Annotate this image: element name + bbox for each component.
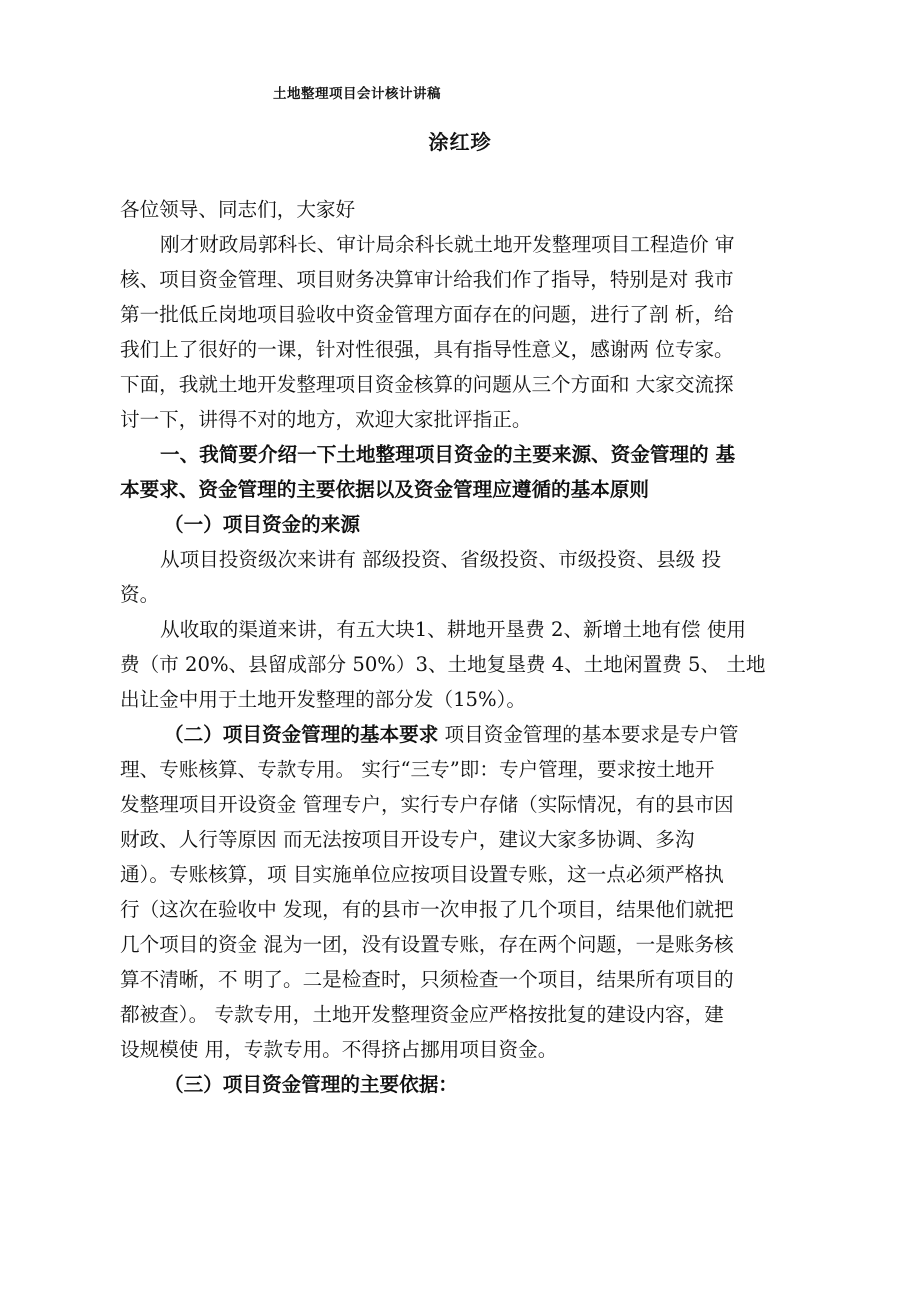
paragraph-line: 发整理项目开设资金 管理专户，实行专户存储（实际情况，有的县市因 [120,793,734,816]
subsection-first-line [120,717,810,752]
intro-line: 讨一下，讲得不对的地方，欢迎大家批评指正。 [120,408,532,431]
section-heading: 一、我简要介绍一下土地整理项目资金的主要来源、资金管理的 基 [160,443,736,466]
author-name: 涂红珍 [428,130,492,154]
document-title: 土地整理项目会计核计讲稿 [273,86,441,102]
intro-line: 我们上了很好的一课，针对性很强，具有指导性意义，感谢两 位专家。 [120,338,734,361]
paragraph-line: 几个项目的资金 混为一团，没有设置专账，存在两个问题，一是账务核 [120,933,734,956]
intro-line: 第一批低丘岗地项目验收中资金管理方面存在的问题，进行了剖 析，给 [120,303,734,326]
paragraph-line: 设规模使 用，专款专用。不得挤占挪用项目资金。 [120,1038,558,1061]
paragraph-line: 资。 [120,583,160,606]
intro-line: 刚才财政局郭科长、审计局余科长就土地开发整理项目工程造价 审 [160,233,735,256]
paragraph-line: 从项目投资级次来讲有 部级投资、省级投资、市级投资、县级 投 [160,548,722,571]
subsection-heading: （三）项目资金管理的主要依据： [164,1073,458,1096]
paragraph-line: 财政、人行等原因 而无法按项目开设专户，建议大家多协调、多沟 [120,828,695,851]
subsection-heading: （一）项目资金的来源 [164,513,360,536]
paragraph-line: 通）。专账核算，项 目实施单位应按项目设置专账，这一点必须严格执 [120,863,724,886]
document-body [120,192,810,1102]
paragraph-line: 算不清晰，不 明了。二是检查时，只须检查一个项目，结果所有项目的 [120,968,734,991]
paragraph-line: 理、专账核算、专款专用。 实行“三专”即：专户管理，要求按土地开 [120,758,715,781]
paragraph-line: 出让金中用于土地开发整理的部分发（15%）。 [120,688,527,711]
paragraph-line: 从收取的渠道来讲，有五大块1、耕地开垦费 2、新增土地有偿 使用 [160,618,747,641]
intro-line: 核、项目资金管理、项目财务决算审计给我们作了指导，特别是对 我市 [120,268,734,291]
paragraph-line: 都被查）。 专款专用，土地开发整理资金应严格按批复的建设内容，建 [120,1003,724,1026]
subsection-heading: （二）项目资金管理的基本要求 [164,723,439,746]
intro-line: 下面，我就土地开发整理项目资金核算的问题从三个方面和 大家交流探 [120,373,734,396]
greeting: 各位领导、同志们，大家好 [120,198,356,221]
paragraph-line: 费（市 20%、县留成部分 50%）3、土地复垦费 4、土地闲置费 5、 土地 [120,653,766,676]
section-heading: 本要求、资金管理的主要依据以及资金管理应遵循的基本原则 [120,478,650,501]
paragraph-line: 行（这次在验收中 发现，有的县市一次申报了几个项目，结果他们就把 [120,898,734,921]
paragraph-text: 项目资金管理的基本要求是专户管 [438,723,739,746]
